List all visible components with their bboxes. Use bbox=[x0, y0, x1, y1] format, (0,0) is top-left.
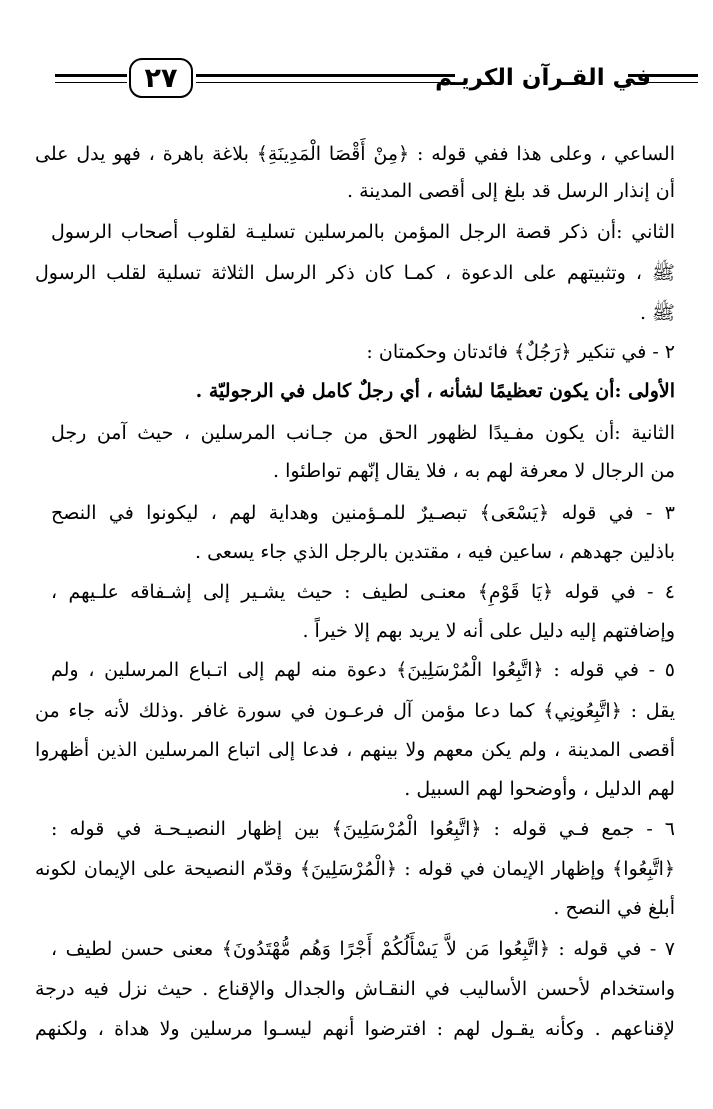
text-line: ٧ - في قوله : ﴿اتَّبِعُوا مَن لاَّ يَسْأَلُكُمْ أَجْرًا وَهُم مُّهْتَدُونَ﴾ معنى حسن لطيف ، bbox=[51, 938, 675, 960]
text-line: ﴿اتَّبِعُوا﴾ وإظهار الإيمان في قوله : ﴿الْمُرْسَلِينَ﴾ وقدّم النصيحة على الإيمان لكونه bbox=[35, 858, 675, 880]
text-line: من الرجال لا معرفة لهم به ، فلا يقال إنّهم تواطئوا . bbox=[273, 460, 675, 482]
text-line: أن إنذار الرسل قد بلغ إلى أقصى المدينة . bbox=[346, 180, 675, 202]
header-rule-middle bbox=[196, 74, 455, 83]
book-title: في القـرآن الكريـم bbox=[435, 65, 651, 91]
text-line: أبلغ في النصح . bbox=[553, 897, 675, 919]
header-rule-left bbox=[55, 74, 127, 83]
text-line: الثاني :أن ذكر قصة الرجل المؤمن بالمرسلين تسليـة لقلوب أصحاب الرسول bbox=[51, 221, 675, 243]
text-line: يقل : ﴿اتَّبِعُونِي﴾ كما دعا مؤمن آل فرعـون في سورة غافر .وذلك لأنه جاء من bbox=[35, 700, 675, 722]
text-line: ٣ - في قوله ﴿يَسْعَى﴾ تبصـيرٌ للمـؤمنين وهداية لهم ، ليكونوا في النصح bbox=[51, 502, 675, 524]
page-header bbox=[0, 54, 713, 102]
text-line: ٤ - في قوله ﴿يَا قَوْمِ﴾ معنـى لطيف : حيث يشـير إلى إشـفاقه علـيهم ، bbox=[51, 581, 675, 603]
page-number: ٢٧ bbox=[129, 58, 193, 98]
text-line: ﷺ ، وتثبيتهم على الدعوة ، كمـا كان ذكر الرسل الثلاثة تسلية لقلب الرسول bbox=[35, 262, 675, 284]
header-rule-right bbox=[628, 74, 698, 83]
text-line: ﷺ . bbox=[639, 302, 675, 324]
text-line: باذلين جهدهم ، ساعين فيه ، مقتدين بالرجل الذي جاء يسعى . bbox=[194, 541, 675, 563]
text-line: ٢ - في تنكير ﴿رَجُلٌ﴾ فائدتان وحكمتان : bbox=[366, 341, 675, 363]
text-line: الساعي ، وعلى هذا ففي قوله : ﴿مِنْ أَقْصَا الْمَدِينَةِ﴾ بلاغة باهرة ، فهو يدل على bbox=[35, 143, 675, 165]
text-line: واستخدام لأحسن الأساليب في النقـاش والجدال والإقناع . حيث نزل فيه درجة bbox=[35, 978, 675, 1000]
text-line: ٥ - في قوله : ﴿اتَّبِعُوا الْمُرْسَلِينَ﴾ دعوة منه لهم إلى اتـباع المرسلين ، ولم bbox=[51, 659, 675, 681]
text-line: ٦ - جمع فـي قوله : ﴿اتَّبِعُوا الْمُرْسَلِينَ﴾ بين إظهار النصيـحـة في قوله : bbox=[51, 818, 675, 840]
text-line: الثانية :أن يكون مفـيدًا لظهور الحق من جـانب المرسلين ، حيث آمن رجل bbox=[51, 422, 675, 444]
text-line: أقصى المدينة ، ولم يكن معهم ولا بينهم ، فدعا إلى اتباع المرسلين الذين أظهروا bbox=[35, 739, 675, 761]
text-line: الأولى :أن يكون تعظيمًا لشأنه ، أي رجلٌ كامل في الرجوليّة . bbox=[195, 380, 675, 402]
text-line: لإقناعهم . وكأنه يقـول لهم : افترضوا أنهم ليسـوا مرسلين ولا هداة ، ولكنهم bbox=[35, 1018, 675, 1040]
text-line: وإضافتهم إليه دليل على أنه لا يريد بهم إلا خيراً . bbox=[302, 620, 675, 642]
text-line: لهم الدليل ، وأوضحوا لهم السبيل . bbox=[404, 778, 675, 800]
